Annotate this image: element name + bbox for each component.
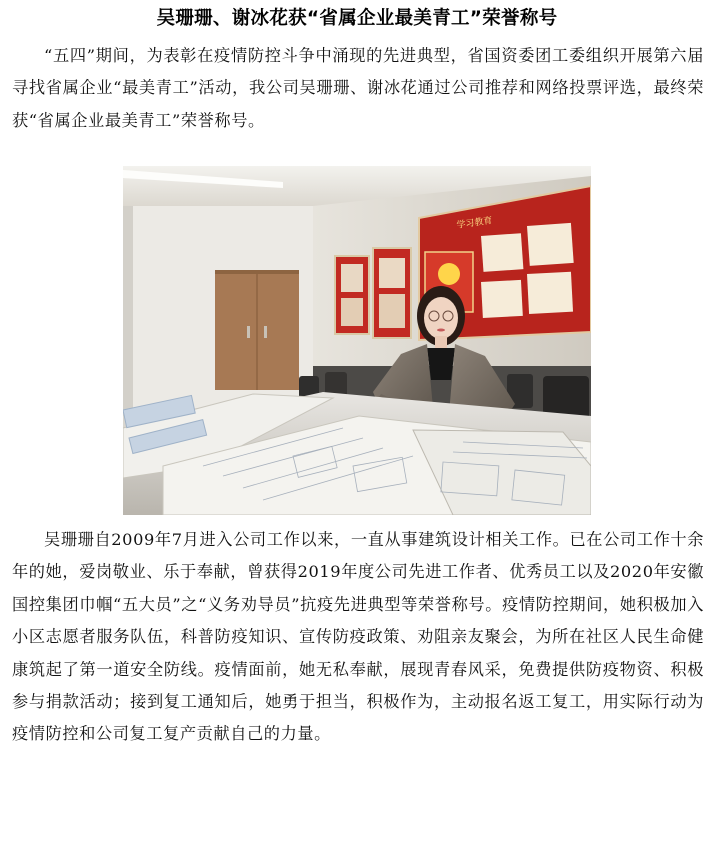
article-title: 吴珊珊、谢冰花获“省属企业最美青工”荣誉称号 <box>156 8 558 29</box>
photo-illustration <box>123 166 591 515</box>
board-heading-text: 学习教育 <box>456 216 494 231</box>
paragraph-profile: 吴珊珊自2009年7月进入公司工作以来，一直从事建筑设计相关工作。已在公司工作十余年的她，爱岗敬业、乐于奉献，曾获得2019年度公司先进工作者、优秀员工以及2020年安徽国控集团巾帼“五大员”之“义务劝导员”抗疫先进典型等荣誉称号。疫情防控期间，她积极加入小区志愿者服务队伍，科普防疫知识、宣传防疫政策、劝阻亲友聚会，为所在社区人民生命健康筑起了第一道安全防线。疫情面前，她无私奉献，展现青春风采，免费提供防疫物资、积极参与捐款活动；接到复工通知后，她勇于担当，积极作为，主动报名返工复工，用实际行动为疫情防控和公司复工复产贡献自己的力量。 <box>12 530 704 744</box>
paragraph-intro: “五四”期间，为表彰在疫情防控斗争中涌现的先进典型，省国资委团工委组织开展第六届寻找省属企业“最美青工”活动，我公司吴珊珊、谢冰花通过公司推荐和网络投票评选，最终荣获“省属企业最美青工”荣誉称号。 <box>12 46 704 130</box>
article-photo <box>123 166 591 515</box>
